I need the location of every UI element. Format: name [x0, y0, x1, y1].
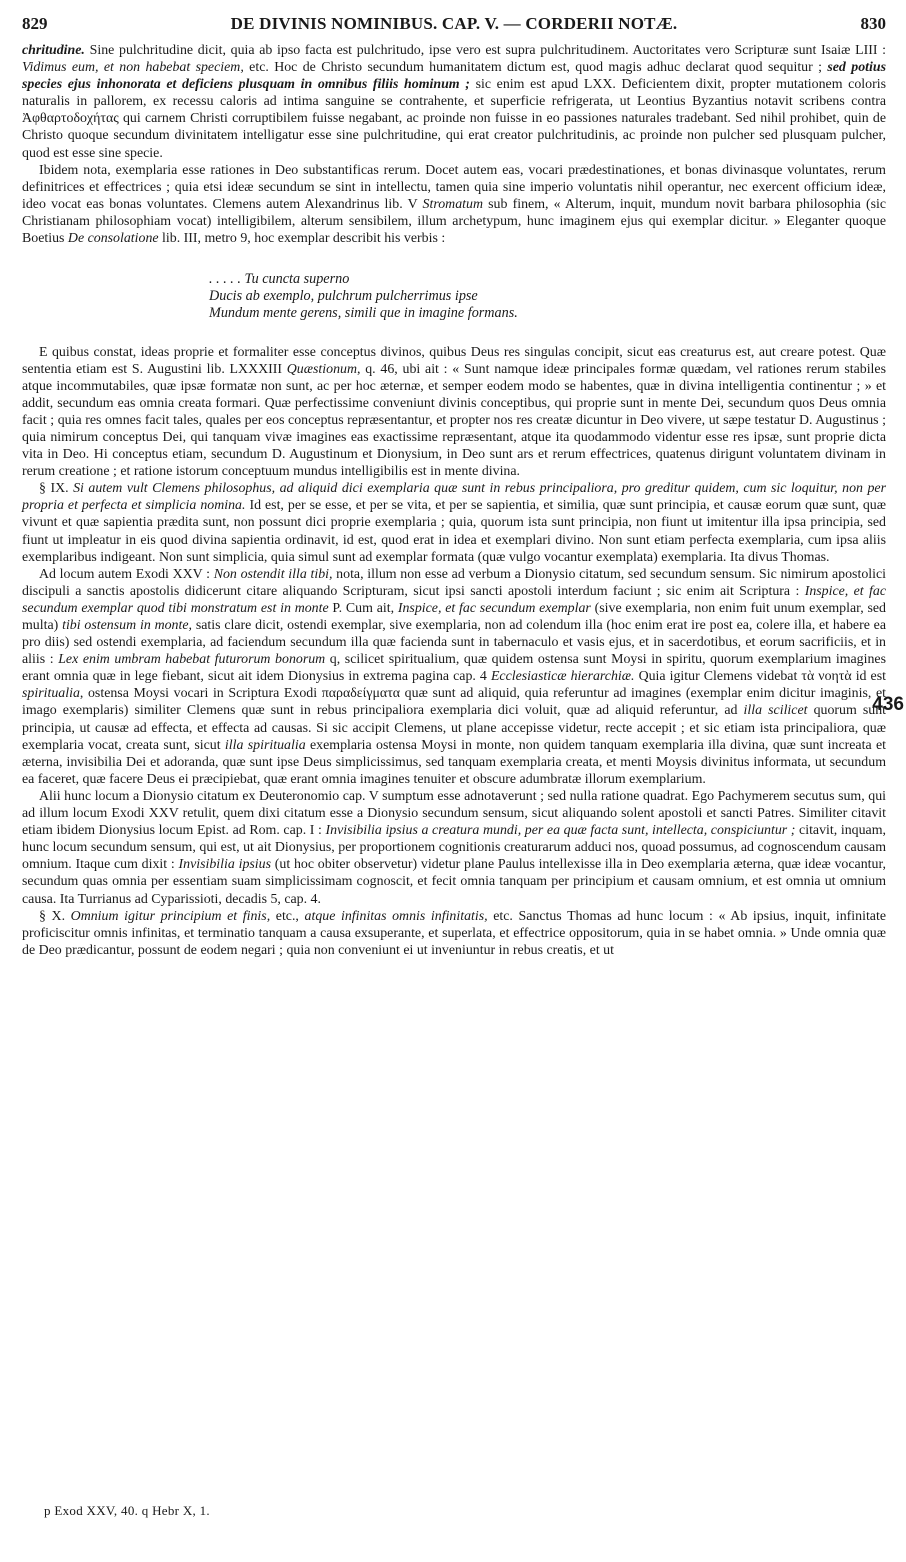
margin-page-number: 436: [872, 694, 904, 715]
text-fragment: Ad locum autem Exodi XXV :: [39, 566, 214, 582]
text-fragment: q, scilicet spiritualium, quæ quidem ostensa sunt Moysi in spiritu, quorum exemplarium imagines erant omnia quæ in lege fiebant, sicut ait idem Dionysius in extrema pagina cap. 4: [22, 652, 886, 685]
running-title: DE DIVINIS NOMINIBUS. CAP. V. — CORDERII NOTÆ.: [230, 14, 678, 33]
text-fragment: etc. Sanctus Thomas ad hunc locum : « Ab ipsius, inquit, infinitate proficiscitur omnis infinitas, et terminatio tanquam a causa exsuperante, et superlata, et effectrice oppositorum, quia in se habet omnia. » Unde omnia quæ de Deo prædicantur, possunt de eodem negari ; quia non conveniunt ei ut inveniuntur in rebus creatis, et ut: [22, 908, 886, 958]
text-fragment: , q. 46, ubi ait : « Sunt namque ideæ principales formæ quædam, vel rationes rerum stabiles atque incommutabiles, quæ ipsæ formatæ non sunt, ac per hoc æternæ, et semper eodem modo se habentes, quæ in divina intelligentia continentur ; » et addit, secundum eas omnia creata formari. Quæ perfectissime conveniunt divinis conceptibus, qui proprie sunt in mente Dei, secundum quos Deus omnia facit ; quia res omnes facit tales, quales per eos conceptus repræsentantur, et propter nos res creatæ dicuntur in Deo vivere, ut sæpe testatur D. Augustinus ; quia nimirum conceptus Dei, qui tanquam vivæ imagines eas exactissime repræsentant, atque ita quodammodo videntur esse res ipsæ, sunt proprie dicta vita in Deo. Hi conceptus etiam, secundum D. Augustinum et Dionysium, in Deo sunt ars et rerum effectrices, quatenus dirigunt voluntatem divinam in rerum creatione ; et ratione istorum conceptuum mundus intelligibilis est in mente divina.: [22, 361, 886, 480]
section-marker: § IX.: [39, 481, 74, 497]
paragraph: [22, 42, 886, 162]
text-fragment: illa scilicet: [743, 703, 808, 719]
paragraph: [22, 788, 886, 908]
text-fragment: Lex enim umbram habebat futurorum bonorum: [58, 652, 326, 668]
verse-line: . . . . . Tu cuncta superno: [209, 271, 350, 288]
text-fragment: atque infinitas omnis infinitatis,: [304, 908, 488, 924]
text-fragment: Inspice, et fac secundum exemplar: [397, 600, 591, 616]
body-text: [22, 42, 886, 959]
text-fragment: Stromatum: [422, 196, 483, 212]
text-fragment: sed potius species ejus inhonorata et deficiens plusquam in omnibus filiis hominum ;: [22, 60, 886, 93]
text-fragment: etc. Hoc de Christo secundum humanitatem dictum est, quod magis adhuc declarat quod sequitur ;: [243, 60, 828, 76]
text-fragment: Invisibilia ipsius: [178, 857, 272, 873]
text-fragment: Ibidem nota, exemplaria esse rationes in Deo substantificas rerum. Docet autem eas, vocari prædestinationes, et bonas divinasque voluntates, rerum definitrices et effectrices ; quia etsi ideæ secundum se sint in intellectu, tamen quia sine imperio voluntatis nihil operantur, nec exercent officium ideæ, ideo vocat eas bonas voluntates. Clemens autem Alexandrinus lib. V: [22, 162, 886, 212]
verse-quotation: [209, 271, 886, 321]
text-fragment: spiritualia: [22, 686, 80, 702]
text-fragment: etc.,: [270, 908, 305, 924]
section-marker: § X.: [39, 908, 71, 924]
verse-line: Ducis ab exemplo, pulchrum pulcherrimus ipse: [209, 287, 478, 304]
text-fragment: , ostensa Moysi vocari in Scriptura Exodi παραδείγματα quæ sunt ad aliquid, quia referuntur ad imagines (exemplar enim dicitur imaginis, et imago exemplaris) similiter Clemens quæ sunt in rebus principaliora exemplaria dici voluit, quæ ad aliquid referuntur, ad: [22, 686, 886, 719]
text-fragment: Quæstionum: [286, 361, 357, 377]
text-fragment: satis clare dicit, ostendi exemplar, sive exemplaria, non ad colendum illa (hoc enim erat ire post ea, colere illa, et habere ea pro diis) sed ostendi exemplaria, ad faciendum secundum illa quæ facienda sunt in tabernaculo et vasis ejus, et in sacerdotibus, et eorum sacrificiis, et in aliis :: [22, 618, 887, 668]
page-number-left: 829: [22, 14, 48, 33]
verse-line: Mundum mente gerens, simili que in imagine formans.: [209, 304, 518, 321]
paragraph: [22, 566, 886, 788]
text-fragment: sic enim est apud LXX. Deficientem dixit, propter mutationem coloris naturalis in pallorem, ex recessu caloris ad intima sanguine se contrahente, et superficie refrigerata, ut Leontius Byzantius notavit scribens contra Ἀφθαρτοδοχήτας qui carnem Christi corruptibilem fuisse negabant, ac proinde non fuisse in eo passiones naturales tradebant. Sed nihil prohibet, quin de Christo quoque secundum divinitatem intelligatur esse sine pulchritudine, qui erat creator pulchritudinis, ac proinde non pulcher sed plusquam pulcher, quod est esse sine specie.: [22, 77, 886, 161]
text-fragment: Vidimus eum, et non habebat speciem,: [22, 60, 244, 76]
text-fragment: Id est, per se esse, et per se vita, et per se sapientia, et similia, quæ sunt principia, et causæ eorum quæ sunt, quæ vivunt et quæ sapientia prædita sunt, non possunt dici proprie exemplaria ; quia, quorum ista sunt principia, non fiunt ut imitentur illa ipsa principia, sed fiunt ut impleatur in eis quod divina sapientia ordinavit, id est, quod erat in idea et exemplari divino. Non sunt etiam perfecta exemplaria, cum ipsa aliis exemplaribus indigeant. Non sunt simplicia, quia simul sunt ad exemplar formata (quæ vulgo vocantur exemplata) exemplaria. Ita divus Thomas.: [22, 498, 886, 565]
page-number-right: 830: [860, 14, 886, 33]
text-fragment: nota, illum non esse ad verbum a Dionysio citatum, sed secundum sensum. Sic nimirum apostolici discipuli a sanctis apostolis didicerunt citare aliquando Scripturam, sicut ipsi sancti apostoli interdum faciunt ; sic enim ait Scriptura :: [22, 566, 887, 599]
text-fragment: tibi ostensum in monte,: [62, 618, 193, 634]
text-fragment: (ut hoc obiter observetur) videtur plane Paulus intellexisse illa in Deo exemplaria æterna, quæ ideæ vocantur, secundum quas omnia per essentiam suam simplicissimam cognoscit, et fecit omnia tanquam per principium et causam omnium, et est omnia ut omnium causa. Ita Turrianus ad Cyparissioti, decadis 5, cap. 4.: [22, 857, 886, 907]
text-fragment: De consolatione: [67, 231, 159, 247]
text-fragment: citavit, inquam, hunc locum secundum sensum, qui est, ut ait Dionysius, per proportionem cognitionis creaturarum adduci nos, quoad possumus, ad cognoscendum causam omnium. Itaque cum dixit :: [22, 823, 886, 873]
text-fragment: lib. III, metro 9, hoc exemplar describit his verbis :: [158, 231, 446, 247]
text-fragment: Inspice, et fac secundum exemplar quod tibi monstratum est in monte: [22, 583, 886, 616]
text-fragment: illa spiritualia: [224, 737, 306, 753]
text-fragment: Invisibilia ipsius a creatura mundi, per ea quæ facta sunt, intellecta, conspiciuntur ;: [325, 823, 796, 839]
text-fragment: quorum sunt principia, ut causæ ad effecta, et effecta ad causas. Si sic accipit Clemens, ut plane accepisse videtur, recte accepit ; et sic etiam ista principaliora, quæ exemplaria vocat, creata sunt, sicut: [22, 703, 887, 753]
running-header: [22, 6, 886, 36]
text-fragment: exemplaria ostensa Moysi in monte, non quidem tanquam exemplaria illa divina, quæ sunt increata et æterna, invisibilia Dei et adoranda, quæ sunt ipse Deus simplicissimus, sed tanquam exemplaria creata, et menti Moysis divinitus informata, ut secundum ea faceret, quæ facere Deus ei præcipiebat, quæ erant omnia imagines tenuiter et obscure adumbratæ illorum exemplarium.: [22, 737, 886, 787]
text-fragment: Sine pulchritudine dicit, quia ab ipso facta est pulchritudo, ipse vero est supra pulchritudinem. Auctoritates vero Scripturæ sunt Isaiæ LIII :: [84, 43, 886, 58]
text-fragment: Alii hunc locum a Dionysio citatum ex Deuteronomio cap. V sumptum esse adnotaverunt ; sed nulla ratione quadrat. Ego Pachymerem secutus sum, qui ad illum locum Exodi XXV retulit, quem dixi citatum esse a Dionysio secundum sensum, sicut aliquando solent apostoli et sancti Patres. Similiter citavit etiam ibidem Dionysius locum Epist. ad Rom. cap. I :: [22, 788, 886, 839]
paragraph: [22, 908, 886, 959]
text-fragment: Ecclesiasticæ hierarchiæ.: [490, 669, 635, 685]
text-fragment: P. Cum ait,: [328, 600, 398, 616]
text-fragment: Quia igitur Clemens videbat τὰ νοητὰ id est: [634, 669, 886, 685]
paragraph: [22, 480, 886, 565]
text-fragment: E quibus constat, ideas proprie et formaliter esse conceptus divinos, quibus Deus res singulas concipit, sicut eas creaturus est, aut creare potest. Quæ sententia etiam est S. Augustini lib. LXXXIII: [22, 344, 886, 377]
text-fragment: chritudine.: [22, 43, 85, 58]
paragraph: [22, 344, 886, 481]
text-fragment: sub finem, « Alterum, inquit, mundum novit barbara philosophia (sic Christianam philosophiam vocat) intelligibilem, alterum sensibilem, illum archetypum, hunc imaginem ejus qui exemplar dicitur. » Eleganter quoque Boetius: [22, 196, 886, 247]
text-fragment: Non ostendit illa tibi,: [213, 566, 333, 582]
text-fragment: (sive exemplaria, non enim fuit unum exemplar, sed multa): [22, 600, 886, 634]
text-fragment: Omnium igitur principium et finis,: [70, 908, 271, 924]
text-fragment: Si autem vult Clemens philosophus, ad aliquid dici exemplaria quæ sunt in rebus principaliora, pro greditur quidem, cum sic loquitur, non per propria et perfecta et simplicia nomina.: [22, 481, 886, 514]
footnotes: p Exod XXV, 40. q Hebr X, 1.: [44, 1503, 210, 1518]
paragraph: [22, 162, 886, 247]
